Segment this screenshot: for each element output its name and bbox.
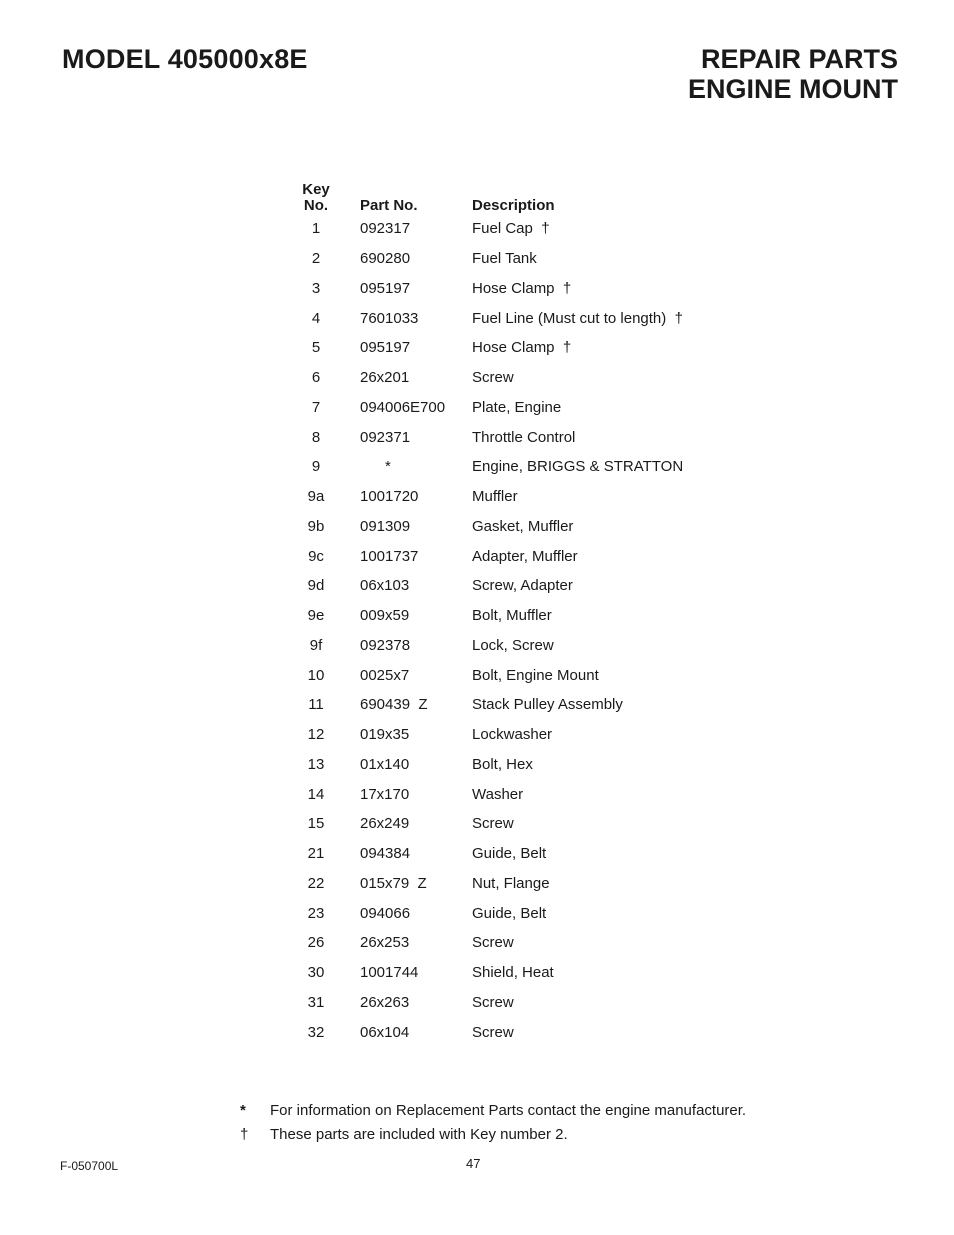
table-row	[294, 512, 732, 542]
part-no-cell: 092371	[360, 428, 411, 446]
table-row	[294, 393, 732, 423]
section-title-line1: REPAIR PARTS	[700, 44, 898, 74]
footnote-asterisk	[240, 1098, 746, 1122]
key-no-cell: 7	[311, 398, 321, 416]
table-row	[294, 333, 732, 363]
table-row	[294, 244, 732, 274]
description-header: Description	[472, 197, 555, 214]
key-no-cell: 23	[307, 904, 325, 922]
parts-table	[294, 180, 732, 1047]
key-no-cell: 9c	[308, 547, 324, 565]
table-row	[294, 869, 732, 899]
part-no-cell: 06x104	[360, 1023, 410, 1041]
footnote-text: For information on Replacement Parts contact the engine manufacturer.	[270, 1101, 747, 1119]
description-cell: Screw	[472, 815, 514, 833]
table-row	[294, 601, 732, 631]
table-row	[294, 750, 732, 780]
part-no-cell: 009x59	[360, 607, 410, 625]
description-cell: Stack Pulley Assembly	[472, 696, 623, 714]
parts-table-body	[294, 214, 732, 1047]
key-no-cell: 1	[311, 220, 321, 238]
part-no-cell: 7601033	[360, 309, 419, 327]
table-row	[294, 631, 732, 661]
description-cell: Lockwasher	[472, 726, 553, 744]
description-cell: Bolt, Hex	[472, 755, 533, 773]
key-no-cell: 9	[311, 458, 321, 476]
description-cell: Screw	[472, 1023, 514, 1041]
key-no-cell: 12	[307, 726, 325, 744]
key-header-line2: No.	[303, 197, 329, 214]
key-no-header	[294, 180, 338, 214]
description-cell: Bolt, Muffler	[472, 607, 552, 625]
part-no-cell: 094384	[360, 845, 411, 863]
table-row	[294, 1017, 732, 1047]
description-cell: Screw	[472, 993, 514, 1011]
part-no-cell: 1001720	[360, 488, 419, 506]
table-row	[294, 958, 732, 988]
description-cell: Fuel Line (Must cut to length) †	[472, 309, 683, 327]
key-no-cell: 26	[307, 934, 325, 952]
table-row	[294, 898, 732, 928]
description-cell: Plate, Engine	[472, 398, 562, 416]
footnote-text: These parts are included with Key number 2.	[270, 1125, 568, 1143]
key-no-cell: 8	[311, 428, 321, 446]
key-no-cell: 10	[307, 666, 325, 684]
description-cell: Bolt, Engine Mount	[472, 666, 599, 684]
table-row	[294, 839, 732, 869]
part-no-cell: 690280	[360, 250, 411, 268]
part-no-header: Part No.	[360, 197, 418, 214]
key-no-cell: 31	[307, 993, 325, 1011]
description-cell: Screw	[472, 369, 514, 387]
footnote-symbol: †	[240, 1125, 249, 1143]
table-row	[294, 452, 732, 482]
table-row	[294, 928, 732, 958]
table-row	[294, 571, 732, 601]
part-no-cell: 1001744	[360, 964, 419, 982]
description-cell: Screw	[472, 934, 514, 952]
table-row	[294, 720, 732, 750]
description-cell: Guide, Belt	[472, 845, 547, 863]
part-no-cell: 17x170	[360, 785, 410, 803]
page-number: 47	[466, 1156, 481, 1171]
section-title-line2: ENGINE MOUNT	[687, 74, 898, 104]
description-cell: Hose Clamp †	[472, 339, 572, 357]
key-no-cell: 22	[307, 874, 325, 892]
part-no-cell: 019x35	[360, 726, 410, 744]
part-no-cell: *	[360, 458, 391, 476]
part-no-cell: 015x79 Z	[360, 874, 427, 892]
key-no-cell: 4	[311, 309, 321, 327]
description-cell: Adapter, Muffler	[472, 547, 578, 565]
table-row	[294, 690, 732, 720]
form-number: F-050700L	[60, 1159, 119, 1173]
table-row	[294, 363, 732, 393]
footnote-dagger	[240, 1122, 746, 1146]
key-no-cell: 2	[311, 250, 321, 268]
table-row	[294, 274, 732, 304]
key-no-cell: 5	[311, 339, 321, 357]
key-no-cell: 15	[307, 815, 325, 833]
key-no-cell: 13	[307, 755, 325, 773]
footnote-symbol: *	[240, 1101, 246, 1119]
part-no-cell: 26x201	[360, 369, 410, 387]
part-no-cell: 26x253	[360, 934, 410, 952]
table-row	[294, 988, 732, 1018]
description-cell: Washer	[472, 785, 524, 803]
description-cell: Hose Clamp †	[472, 279, 572, 297]
key-no-cell: 9d	[307, 577, 325, 595]
part-no-cell: 690439 Z	[360, 696, 428, 714]
description-cell: Lock, Screw	[472, 636, 554, 654]
key-no-cell: 30	[307, 964, 325, 982]
key-no-cell: 11	[308, 696, 324, 714]
description-cell: Nut, Flange	[472, 874, 550, 892]
parts-table-header	[294, 180, 732, 214]
part-no-cell: 0025x7	[360, 666, 410, 684]
description-cell: Guide, Belt	[472, 904, 547, 922]
table-row	[294, 660, 732, 690]
part-no-cell: 26x249	[360, 815, 410, 833]
table-row	[294, 809, 732, 839]
key-header-line1: Key	[302, 181, 330, 198]
model-title: MODEL 405000x8E	[62, 44, 308, 74]
key-no-cell: 9f	[309, 636, 323, 654]
table-row	[294, 482, 732, 512]
description-cell: Muffler	[472, 488, 518, 506]
key-no-cell: 6	[311, 369, 321, 387]
key-no-cell: 9b	[307, 517, 325, 535]
table-row	[294, 214, 732, 244]
part-no-cell: 26x263	[360, 993, 410, 1011]
key-no-cell: 3	[311, 279, 321, 297]
description-cell: Fuel Tank	[472, 250, 537, 268]
table-row	[294, 779, 732, 809]
description-cell: Engine, BRIGGS & STRATTON	[472, 458, 684, 476]
key-no-cell: 9a	[307, 488, 325, 506]
description-cell: Screw, Adapter	[472, 577, 573, 595]
table-row	[294, 422, 732, 452]
part-no-cell: 091309	[360, 517, 411, 535]
part-no-cell: 095197	[360, 279, 411, 297]
table-row	[294, 303, 732, 333]
description-cell: Gasket, Muffler	[472, 517, 574, 535]
part-no-cell: 094006E700	[360, 398, 446, 416]
part-no-cell: 092317	[360, 220, 411, 238]
description-cell: Throttle Control	[472, 428, 576, 446]
part-no-cell: 094066	[360, 904, 411, 922]
part-no-cell: 06x103	[360, 577, 410, 595]
footnotes	[240, 1098, 746, 1146]
part-no-cell: 092378	[360, 636, 411, 654]
section-title	[688, 44, 898, 104]
key-no-cell: 21	[307, 845, 325, 863]
part-no-cell: 1001737	[360, 547, 419, 565]
part-no-cell: 01x140	[360, 755, 410, 773]
description-cell: Fuel Cap †	[472, 220, 550, 238]
key-no-cell: 14	[307, 785, 325, 803]
key-no-cell: 32	[307, 1023, 325, 1041]
table-row	[294, 541, 732, 571]
part-no-cell: 095197	[360, 339, 411, 357]
description-cell: Shield, Heat	[472, 964, 554, 982]
key-no-cell: 9e	[307, 607, 325, 625]
